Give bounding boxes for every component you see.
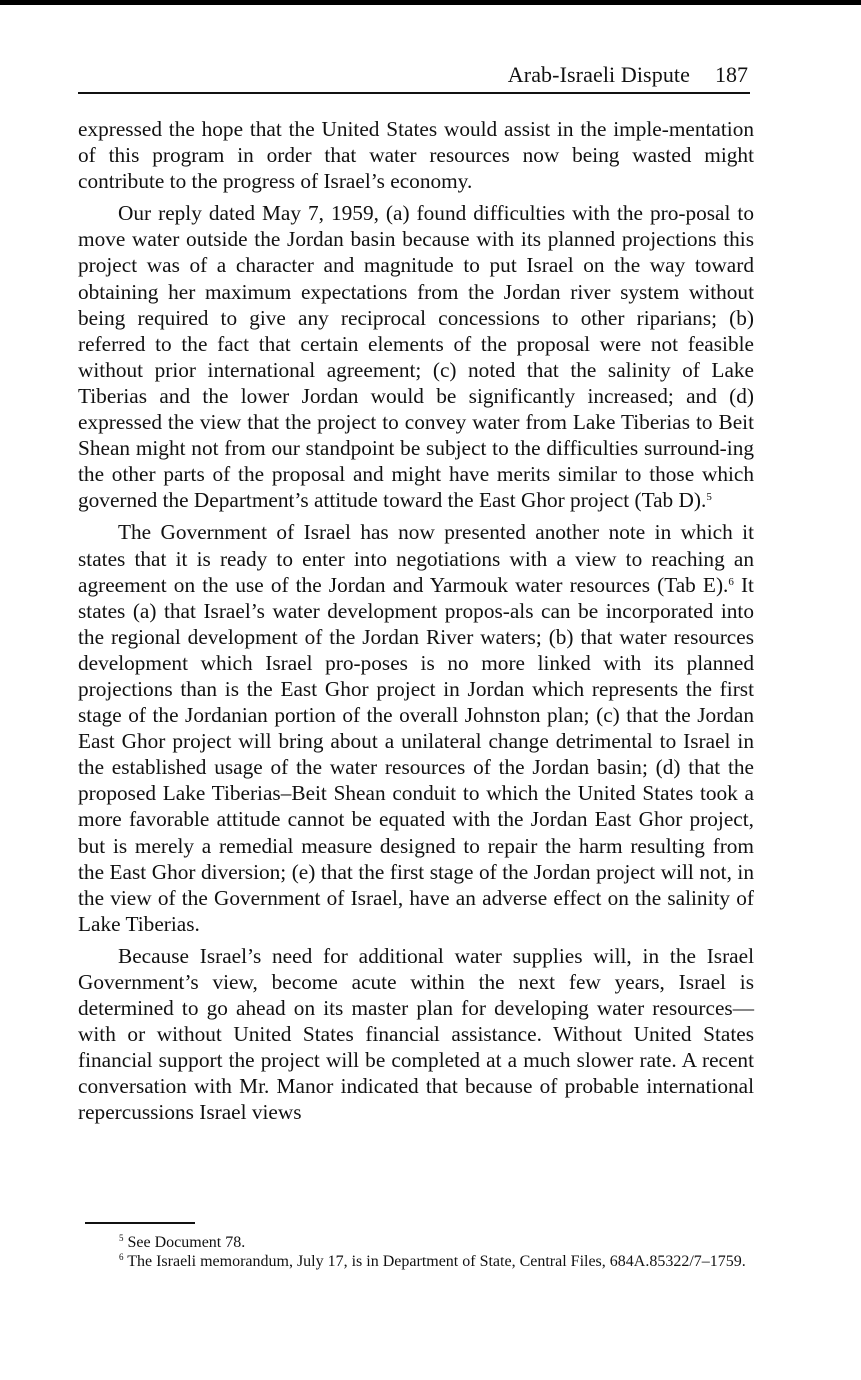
paragraph-1 xyxy=(78,116,754,194)
running-header xyxy=(78,58,750,94)
body-text xyxy=(78,116,754,1132)
footnote-6-text: The Israeli memorandum, July 17, is in Department of State, Central Files, 684A.85322/7–1759. xyxy=(127,1253,746,1270)
paragraph-2 xyxy=(78,200,754,513)
footnote-5 xyxy=(85,1233,755,1252)
paragraph-4 xyxy=(78,943,754,1126)
paragraph-3-text-before: The Government of Israel has now presented another note in which it states that it is ready to enter into negotiations with a view to reaching an agreement on the use of the Jordan and Yarmouk water resources (Tab E). xyxy=(78,520,754,597)
paragraph-1-text: expressed the hope that the United States would assist in the imple-mentation of this program in order that water resources now being wasted might contribute to the progress of Israel’s economy. xyxy=(78,117,754,194)
scan-top-edge xyxy=(0,0,861,5)
paragraph-4-text: Because Israel’s need for additional water supplies will, in the Israel Government’s view, become acute within the next few years, Israel is determined to go ahead on its master plan for developing water resources—with or without United States financial assistance. Without United States financial support the project will be completed at a much slower rate. A recent conversation with Mr. Manor indicated that because of probable international repercussions Israel views xyxy=(78,943,754,1125)
paragraph-2-text: Our reply dated May 7, 1959, (a) found difficulties with the pro-posal to move water outside the Jordan basin because with its planned projections this project was of a character and magnitude to put Israel on the way toward obtaining her maximum expectations from the Jordan river system without being required to give any reciprocal concessions to other riparians; (b) referred to the fact that certain elements of the proposal were not feasible without prior international agreement; (c) noted that the salinity of Lake Tiberias and the lower Jordan would be significantly increased; and (d) expressed the view that the project to convey water from Lake Tiberias to Beit Shean might not from our standpoint be subject to the difficulties surround-ing the other parts of the proposal and might have merits similar to those which governed the Department’s attitude toward the East Ghor project (Tab D). xyxy=(78,201,754,513)
footnote-ref-6[interactable]: 6 xyxy=(728,575,734,588)
footnote-divider xyxy=(85,1222,195,1224)
footnote-ref-5[interactable]: 5 xyxy=(706,491,712,504)
footnote-5-text: See Document 78. xyxy=(127,1234,246,1251)
footnote-5-marker: 5 xyxy=(119,1233,124,1243)
footnotes xyxy=(85,1233,755,1271)
footnote-6 xyxy=(85,1252,755,1271)
running-title: Arab-Israeli Dispute xyxy=(507,62,690,87)
page-number: 187 xyxy=(715,62,748,87)
paragraph-3 xyxy=(78,519,754,937)
footnote-6-marker: 6 xyxy=(119,1252,124,1262)
paragraph-3-text-after: It states (a) that Israel’s water development propos-als can be incorporated into the regional development of the Jordan River waters; (b) that water resources development which Israel pro-poses is no more linked with its planned projections than is the East Ghor project in Jordan which represents the first stage of the Jordanian portion of the overall Johnston plan; (c) that the Jordan East Ghor project will bring about a unilateral change detrimental to Israel in the established usage of the water resources of the Jordan basin; (d) that the proposed Lake Tiberias–Beit Shean conduit to which the United States took a more favorable attitude cannot be equated with the Jordan East Ghor project, but is merely a remedial measure designed to repair the harm resulting from the East Ghor diversion; (e) that the first stage of the Jordan project will not, in the view of the Government of Israel, have an adverse effect on the salinity of Lake Tiberias. xyxy=(78,572,754,936)
